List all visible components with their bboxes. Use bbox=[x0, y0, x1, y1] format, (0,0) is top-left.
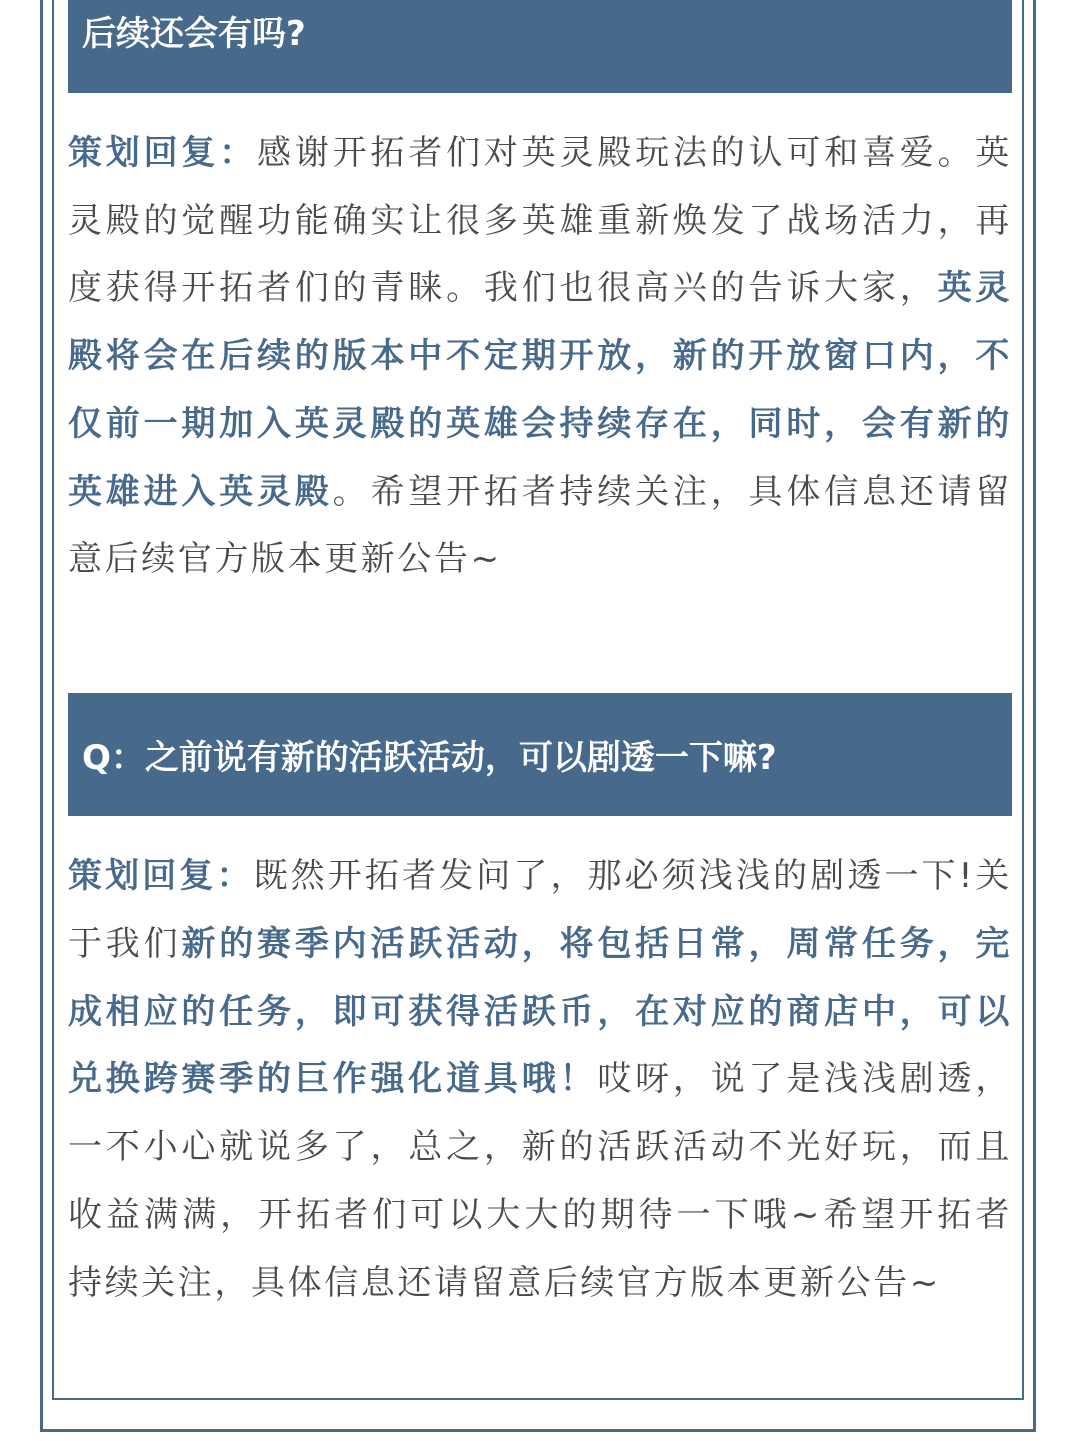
answer-text-1b: 。希望开拓者持续关注，具体信息还请留意后续官方版本更新公告~ bbox=[68, 471, 1012, 580]
answer-paragraph-2 bbox=[68, 843, 1012, 1318]
answer-paragraph-1 bbox=[68, 120, 1012, 594]
answer-label-2: 策划回复： bbox=[68, 856, 254, 896]
answer-highlight-1: 英灵殿将会在后续的版本中不定期开放，新的开放窗口内，不仅前一期加入英灵殿的英雄会持续存在，同时，会有新的英雄进入英灵殿 bbox=[68, 268, 1012, 512]
answer-text-2b: 哎呀，说了是浅浅剧透，一不小心就说多了，总之，新的活跃活动不光好玩，而且收益满满，开拓者们可以大大的期待一下哦~希望开拓者持续关注，具体信息还请留意后续官方版本更新公告~ bbox=[68, 1059, 1012, 1303]
question-banner-2 bbox=[68, 693, 1012, 816]
question-text-2: Q：之前说有新的活跃活动，可以剧透一下嘛? bbox=[82, 738, 777, 778]
answer-text-2a: 既然开拓者发问了，那必须浅浅的剧透一下!关于我们 bbox=[68, 856, 1013, 964]
question-text-1: 后续还会有吗? bbox=[82, 14, 306, 54]
answer-text-1a: 感谢开拓者们对英灵殿玩法的认可和喜爱。英灵殿的觉醒功能确实让很多英雄重新焕发了战场活力，再度获得开拓者们的青睐。我们也很高兴的告诉大家， bbox=[68, 133, 1013, 309]
answer-label-1: 策划回复： bbox=[68, 133, 258, 173]
answer-highlight-2: 新的赛季内活跃活动，将包括日常，周常任务，完成相应的任务，即可获得活跃币，在对应的商店中，可以兑换跨赛季的巨作强化道具哦！ bbox=[68, 923, 1012, 1100]
question-banner-1 bbox=[68, 0, 1012, 93]
